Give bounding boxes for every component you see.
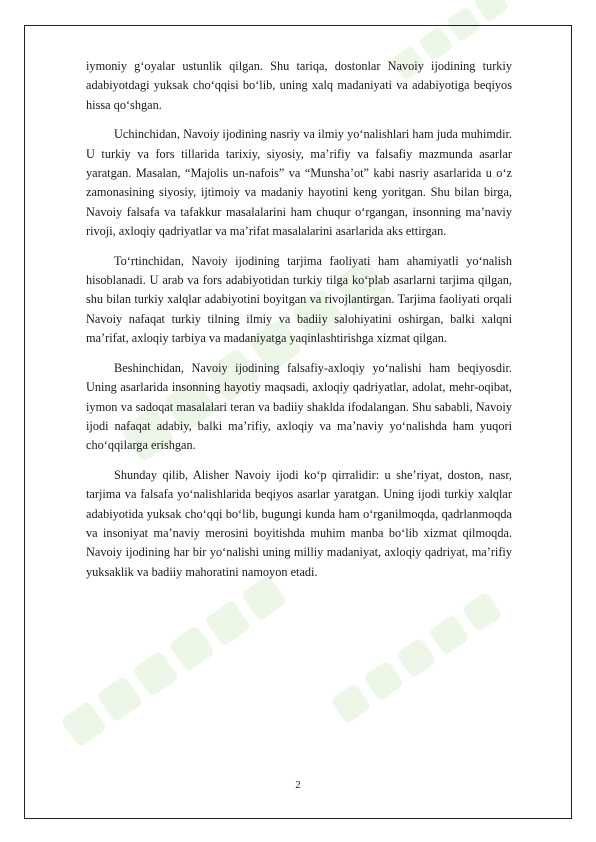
document-body — [86, 57, 512, 592]
page-number: 2 — [295, 779, 301, 791]
paragraph-conclusion: Shunday qilib, Alisher Navoiy ijodi ko‘p qirralidir: u she’riyat, doston, nasr, tarjima va falsafa yo‘nalishlarida beqiyos asarlar yaratgan. Uning ijodi turkiy xalqlar adabiyotida yuksak cho‘qqi bo‘lib, bugungi kunda ham o‘rganilmoqda, qadrlanmoqda va insoniyat ma’naviy merosini boyitishda muhim manba bo‘lib xizmat qilmoqda. Navoiy ijodining har bir yo‘nalishi uning milliy madaniyat, axloqiy qadriyat, ma’rifiy yuksaklik va badiiy mahoratini namoyon etadi. — [86, 467, 512, 579]
paragraph-uchinchidan: Uchinchidan, Navoiy ijodining nasriy va ilmiy yo‘nalishlari ham juda muhimdir. U turkiy va fors tillarida tarixiy, siyosiy, ma’rifiy va falsafiy mazmunda asarlar yaratgan. Masalan, “Majolis un-nafois” va “Munsha’ot” kabi nasriy asarlarida u o‘z zamonasining siyosiy, ijtimoiy va madaniy hayotini keng yoritgan. Shu bilan birga, Navoiy falsafa va tafakkur masalalarini ham chuqur o‘rgangan, insonning ma’naviy rivoji, axloqiy qadriyatlar va ma’rifat masalalarini asarlarida aks ettirgan. — [86, 127, 512, 239]
paragraph-tortinchidan: To‘rtinchidan, Navoiy ijodining tarjima faoliyati ham ahamiyatli yo‘nalish hisoblanadi. U arab va fors adabiyotidan turkiy tilga ko‘plab asarlarni tarjima qilgan, shu bilan turkiy xalqlar adabiyotini boyitgan va rivojlantirgan. Tarjima faoliyati orqali Navoiy nafaqat turkiy tilning ilmiy va badiiy salohiyatini oshirgan, balki xalqni ma’rifat, axloqiy tarbiya va madaniyatga yaqinlashtirishga xizmat qilgan. — [86, 253, 512, 346]
paragraph-continuation: iymoniy g‘oyalar ustunlik qilgan. Shu tariqa, dostonlar Navoiy ijodining turkiy adabiyotdagi yuksak cho‘qqisi bo‘lib, uning xalq madaniyati va adabiyotiga beqiyos hissa qo‘shgan. — [86, 59, 512, 112]
paragraph-beshinchidan: Beshinchidan, Navoiy ijodining falsafiy-axloqiy yo‘nalishi ham beqiyosdir. Uning asarlarida insonning hayotiy maqsadi, axloqiy qadriyatlar, adolat, mehr-oqibat, iymon va sadoqat masalalari teran va badiiy shaklda ifodalangan. Shu sababli, Navoiy ijodi nafaqat adabiy, balki ma’rifiy, axloqiy va ma’naviy yo‘nalishda ham yuqori cho‘qqilarga erishgan. — [86, 360, 512, 453]
